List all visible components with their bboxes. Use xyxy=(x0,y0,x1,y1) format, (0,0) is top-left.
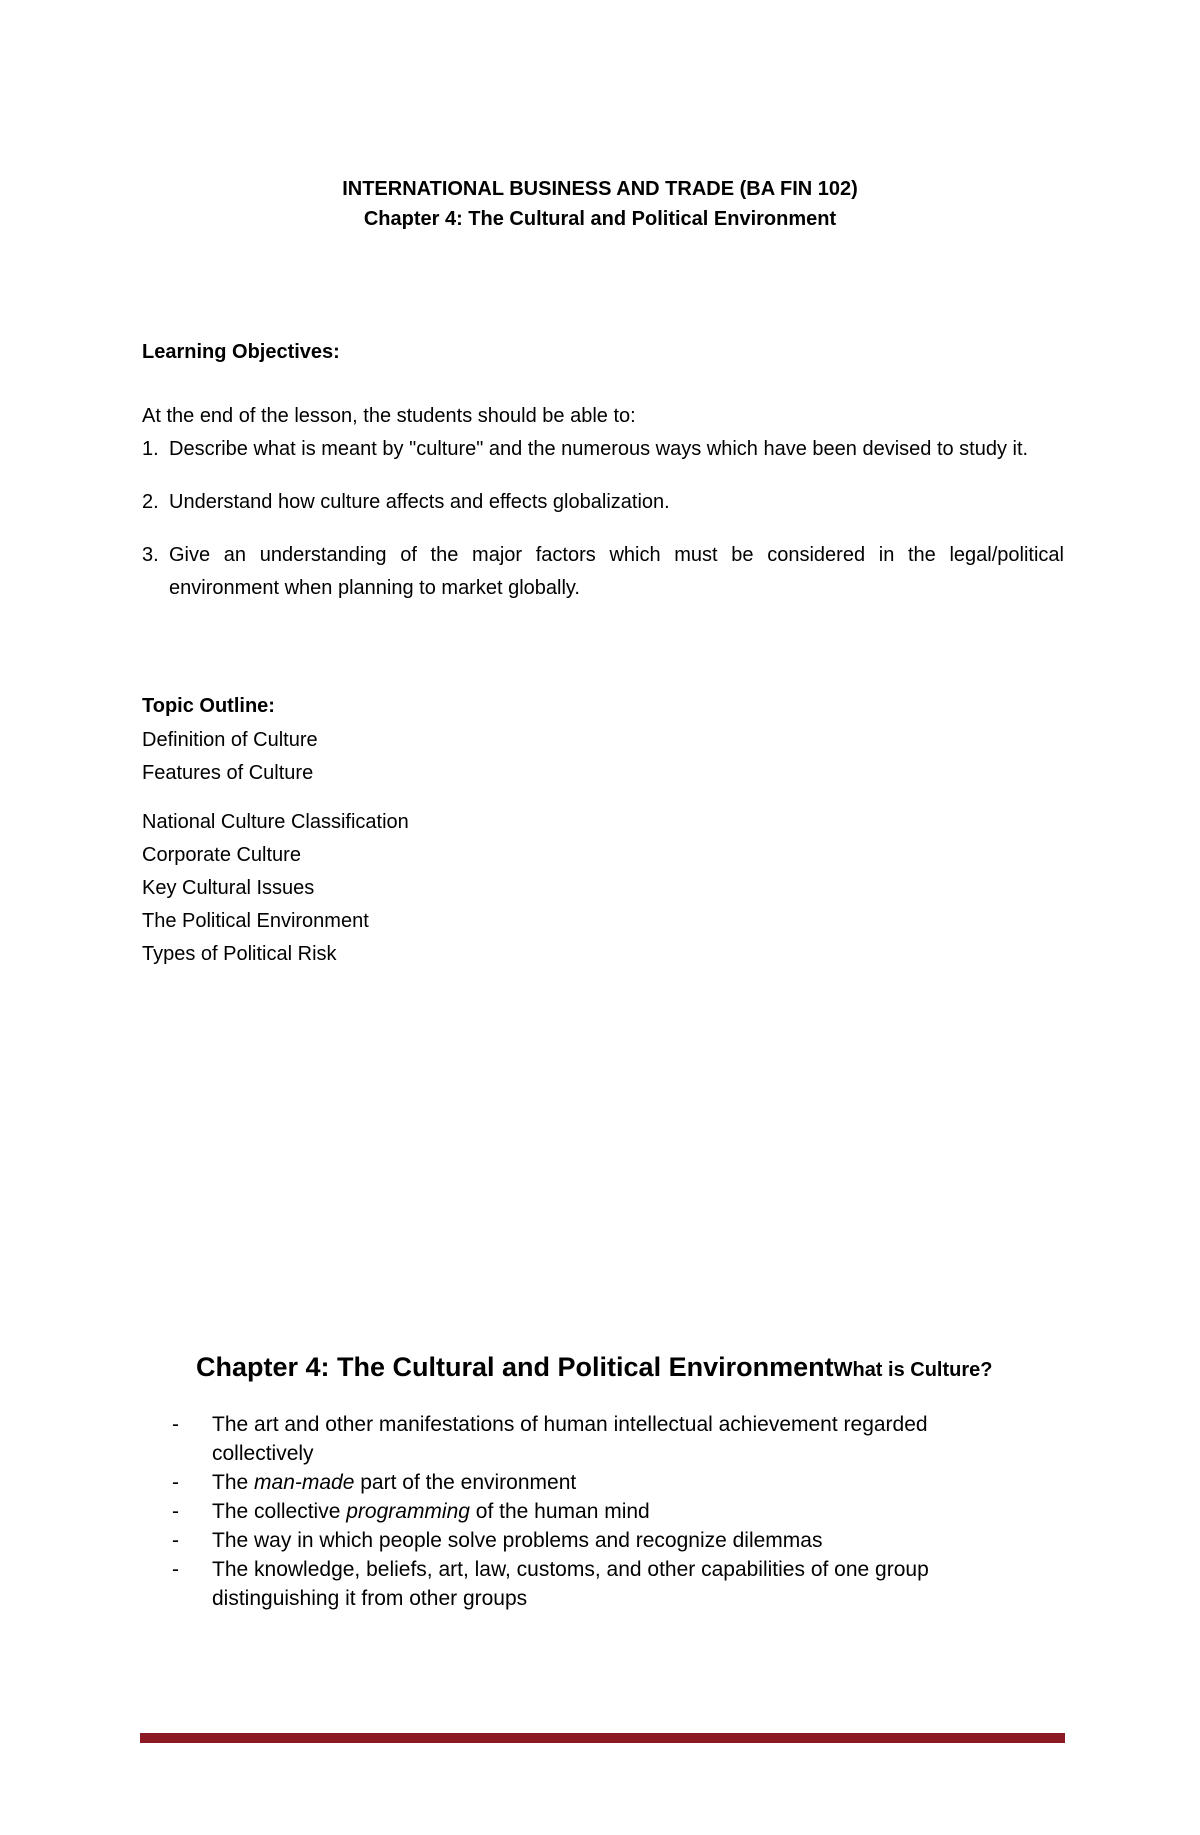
list-item xyxy=(172,1410,1032,1468)
objective-text: Describe what is meant by "culture" and the numerous ways which have been devised to study it. xyxy=(169,438,1029,460)
objective-number: 3. xyxy=(142,544,159,566)
chapter-title: Chapter 4: The Cultural and Political Environment xyxy=(363,208,837,230)
section-heading xyxy=(196,1352,992,1383)
bullet-text-part: part of the environment xyxy=(354,1471,577,1494)
bullet-text: The art and other manifestations of human intellectual achievement regarded collectively xyxy=(212,1413,928,1465)
bullet-text: The knowledge, beliefs, art, law, customs, and other capabilities of one group distinguishing it from other groups xyxy=(212,1558,929,1610)
objective-number: 2. xyxy=(142,491,159,513)
topic-outline-label: Topic Outline: xyxy=(142,695,275,717)
objectives-intro: At the end of the lesson, the students should be able to: xyxy=(142,405,636,427)
footer-rule xyxy=(140,1733,1065,1743)
bullet-dash: - xyxy=(172,1558,179,1581)
bullet-dash: - xyxy=(172,1500,179,1523)
learning-objectives-label: Learning Objectives: xyxy=(142,341,340,363)
bullet-text xyxy=(212,1497,1032,1526)
list-item xyxy=(172,1526,1032,1555)
topic-item: Features of Culture xyxy=(142,762,314,784)
bullet-dash: - xyxy=(172,1471,179,1494)
topic-item: Key Cultural Issues xyxy=(142,877,315,899)
bullet-dash: - xyxy=(172,1529,179,1552)
bullet-text: The way in which people solve problems and recognize dilemmas xyxy=(212,1529,823,1552)
what-is-culture-subheading: What is Culture? xyxy=(833,1359,993,1381)
topic-item: Types of Political Risk xyxy=(142,943,337,965)
bullet-dash: - xyxy=(172,1413,179,1436)
bullet-text-part: The collective xyxy=(212,1500,347,1523)
list-item xyxy=(172,1555,1032,1613)
topic-item: Corporate Culture xyxy=(142,844,301,866)
bullet-emphasis: programming xyxy=(346,1500,470,1523)
objectives-list xyxy=(142,433,1064,605)
bullet-text-part: The xyxy=(212,1471,255,1494)
topic-item: Definition of Culture xyxy=(142,729,318,751)
list-item xyxy=(172,1468,1032,1497)
objective-text: Give an understanding of the major factors which must be considered in the legal/political environment when planning to market globally. xyxy=(169,544,1064,599)
bullet-text xyxy=(212,1468,1032,1497)
objective-item xyxy=(142,433,1064,466)
topic-outline-list-continued xyxy=(142,806,409,971)
topic-item: National Culture Classification xyxy=(142,811,409,833)
topic-outline-list xyxy=(142,724,318,790)
objective-number: 1. xyxy=(142,438,159,460)
objective-item xyxy=(142,486,1064,519)
course-title: INTERNATIONAL BUSINESS AND TRADE (BA FIN 102) xyxy=(342,178,858,200)
topic-item: The Political Environment xyxy=(142,910,369,932)
objective-item xyxy=(142,539,1064,605)
bullet-text-part: of the human mind xyxy=(469,1500,650,1523)
objective-text: Understand how culture affects and effects globalization. xyxy=(169,491,670,513)
list-item xyxy=(172,1497,1032,1526)
chapter-heading: Chapter 4: The Cultural and Political Environment xyxy=(196,1352,834,1382)
document-header xyxy=(0,174,1200,234)
culture-definitions-list xyxy=(172,1410,1032,1613)
bullet-emphasis: man-made xyxy=(254,1471,355,1494)
